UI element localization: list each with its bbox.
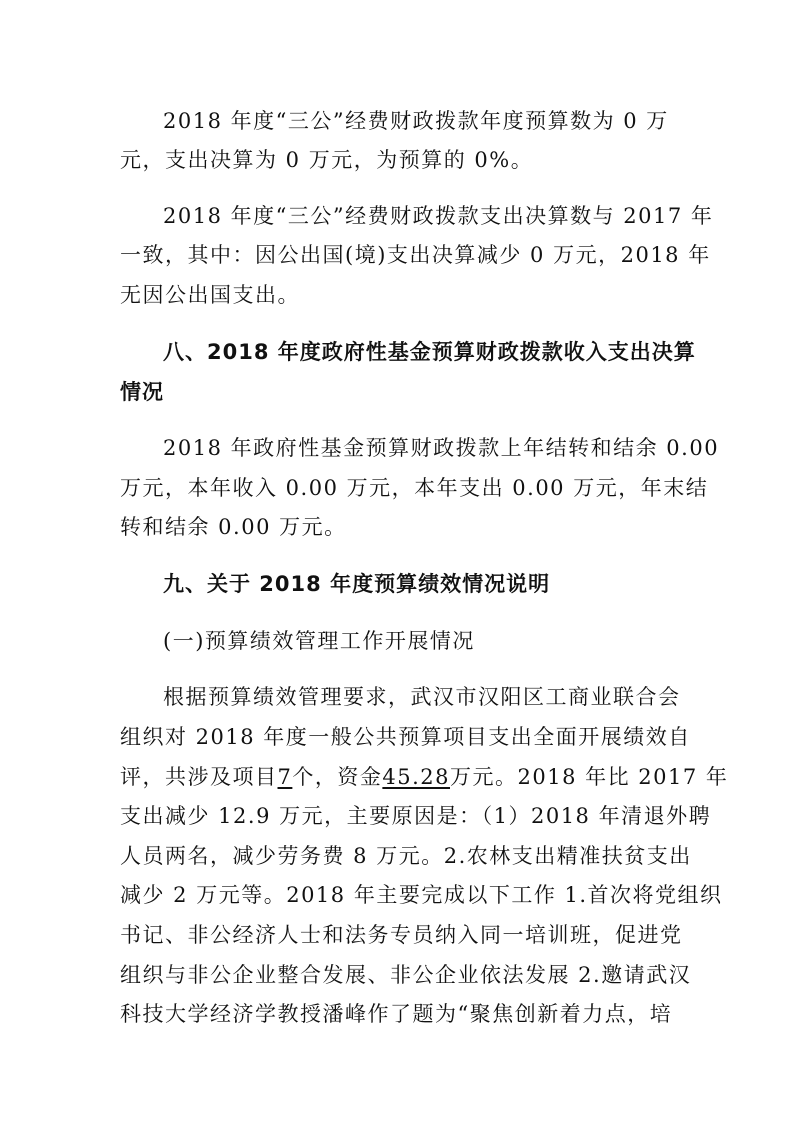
paragraph-line: 组织对 2018 年度一般公共预算项目支出全面开展绩效自: [120, 725, 691, 749]
paragraph-line: 根据预算绩效管理要求，武汉市汉阳区工商业联合会: [163, 685, 681, 709]
paragraph-line: 减少 2 万元等。2018 年主要完成以下工作 1.首次将党组织: [120, 883, 723, 907]
paragraph-line: 书记、非公经济人士和法务专员纳入同一培训班，促进党: [120, 923, 683, 947]
paragraph-line: 2018 年度“三公”经费财政拨款年度预算数为 0 万: [163, 109, 669, 133]
project-count: 7: [277, 765, 293, 789]
paragraph-line: 一致，其中：因公出国(境)支出决算减少 0 万元，2018 年: [120, 243, 711, 267]
paragraph-line: 转和结余 0.00 万元。: [120, 515, 347, 539]
section-heading: 九、关于 2018 年度预算绩效情况说明: [163, 572, 551, 596]
paragraph-line: 元，支出决算为 0 万元，为预算的 0%。: [120, 148, 534, 172]
paragraph-line: 组织与非公企业整合发展、非公企业依法发展 2.邀请武汉: [120, 963, 692, 987]
paragraph-line: [120, 762, 729, 792]
section-heading: 八、2018 年度政府性基金预算财政拨款收入支出决算: [163, 340, 696, 364]
paragraph-line: 支出减少 12.9 万元，主要原因是：（1）2018 年清退外聘: [120, 804, 712, 828]
text-run: 评，共涉及项目: [120, 765, 278, 789]
paragraph-line: 人员两名，减少劳务费 8 万元。2.农林支出精准扶贫支出: [120, 844, 692, 868]
paragraph-line: 无因公出国支出。: [120, 283, 300, 307]
fund-amount: 45.28: [382, 765, 450, 789]
paragraph-line: 科技大学经济学教授潘峰作了题为“聚焦创新着力点，培: [120, 1002, 673, 1026]
paragraph-line: 2018 年度“三公”经费财政拨款支出决算数与 2017 年: [163, 204, 714, 228]
section-heading-continued: 情况: [120, 380, 164, 404]
paragraph-line: 万元，本年收入 0.00 万元，本年支出 0.00 万元，年末结: [120, 476, 709, 500]
subsection-heading: (一)预算绩效管理工作开展情况: [163, 629, 475, 653]
text-run: 万元。2018 年比 2017 年: [450, 765, 729, 789]
paragraph-line: 2018 年政府性基金预算财政拨款上年结转和结余 0.00: [163, 436, 720, 460]
text-run: 个，资金: [292, 765, 383, 789]
